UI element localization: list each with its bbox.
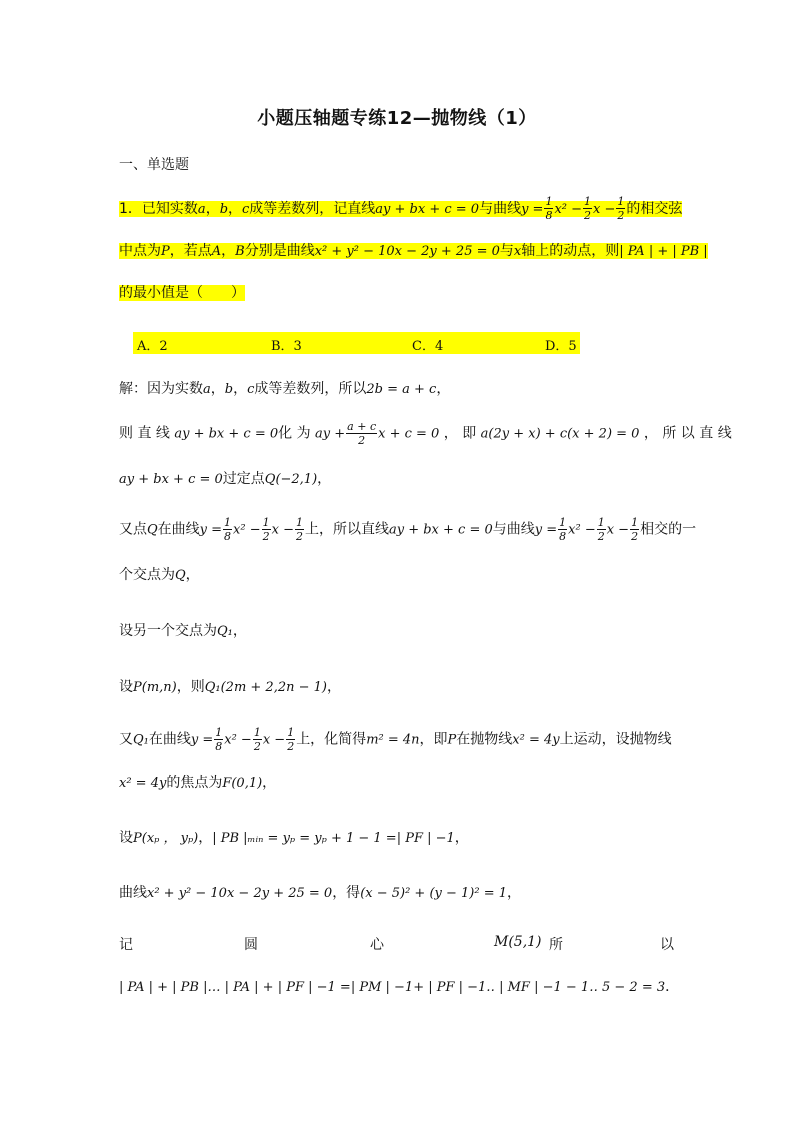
fraction: $\frac{1}{2}$ bbox=[295, 516, 303, 543]
option-d: D．5 bbox=[545, 339, 577, 354]
fraction: $\frac{1}{2}$ bbox=[617, 195, 625, 222]
fraction: $\frac{1}{2}$ bbox=[287, 726, 295, 753]
fraction: $\frac{1}{2}$ bbox=[597, 516, 605, 543]
question-line-2 bbox=[119, 238, 708, 264]
question-highlight-3: 的最小值是（ ） bbox=[119, 285, 245, 301]
solution-line-6: 设另一个交点为Q₁， bbox=[119, 623, 247, 639]
fraction: $\frac{a + c}{2}$ bbox=[347, 420, 377, 447]
solution-line-8: 又Q₁在曲线y = $\frac{1}{8}$ x² − $\frac{1}{2}$ x − $\frac{1}{2}$ 上，化简得m² = 4n，即P在抛物线x² = 4y上运动，设抛物线 bbox=[119, 726, 672, 753]
solution-line-7: 设P(m,n)，则Q₁(2m + 2,2n − 1)， bbox=[119, 679, 341, 695]
solution-line-1: 解：因为实数a，b，c成等差数列，所以2b = a + c， bbox=[119, 381, 451, 397]
solution-line-2: 则 直 线 ay + bx + c = 0化 为 ay + $\frac{a + c}{2}$ x + c = 0 ， 即 a(2y + x) + c(x + 2) = 0 ， 所 以 直 线 bbox=[119, 420, 732, 447]
fraction: $\frac{1}{2}$ bbox=[262, 516, 270, 543]
center-point-m: M(5,1) bbox=[494, 934, 542, 950]
fraction: $\frac{1}{8}$ bbox=[545, 195, 553, 222]
option-b: B．3 bbox=[271, 339, 302, 354]
spread-char-3: 心 bbox=[370, 937, 384, 953]
spread-char-2: 圆 bbox=[244, 937, 258, 953]
answer-options bbox=[133, 332, 580, 354]
solution-line-3: ay + bx + c = 0过定点Q(−2,1)， bbox=[119, 471, 332, 487]
question-highlight-1: 1．已知实数a，b，c成等差数列，记直线ay + bx + c = 0与曲线y = $\frac{1}{8}$ x² − $\frac{1}{2}$ x − $\frac{1}{2}$ 的相交弦 bbox=[119, 195, 683, 222]
fraction: $\frac{1}{2}$ bbox=[584, 195, 592, 222]
solution-line-5: 个交点为Q， bbox=[119, 567, 200, 583]
solution-line-13: | PA | + | PB |… | PA | + | PF | −1 =| PM | −1+ | PF | −1‥ | MF | −1 − 1‥ 5 − 2 = 3． bbox=[119, 979, 680, 995]
fraction: $\frac{1}{2}$ bbox=[631, 516, 639, 543]
solution-line-4: 又点Q在曲线y = $\frac{1}{8}$ x² − $\frac{1}{2}$ x − $\frac{1}{2}$ 上，所以直线ay + bx + c = 0与曲线y = $\frac{1}{8}$ x² − $\frac{1}{2}$ x − $\frac{1}{2}$ 相交的一 bbox=[119, 516, 697, 543]
question-line-3 bbox=[119, 280, 245, 306]
spread-char-4: 所 bbox=[549, 937, 563, 953]
solution-line-11: 曲线x² + y² − 10x − 2y + 25 = 0，得(x − 5)² + (y − 1)² = 1， bbox=[119, 885, 522, 901]
option-c: C．4 bbox=[412, 339, 444, 354]
fraction: $\frac{1}{8}$ bbox=[224, 516, 232, 543]
question-highlight-2: 中点为P，若点A，B分别是曲线x² + y² − 10x − 2y + 25 = 0与x轴上的动点，则| PA | + | PB | bbox=[119, 243, 708, 259]
section-heading: 一、单选题 bbox=[119, 157, 189, 173]
spread-char-1: 记 bbox=[119, 937, 133, 953]
spread-char-5: 以 bbox=[660, 937, 674, 953]
fraction: $\frac{1}{8}$ bbox=[559, 516, 567, 543]
solution-line-10: 设P(xₚ ， yₚ)，| PB |ₘᵢₙ = yₚ = yₚ + 1 − 1 =| PF | −1， bbox=[119, 830, 469, 846]
solution-line-9: x² = 4y的焦点为F(0,1)， bbox=[119, 775, 277, 791]
page-title: 小题压轴题专练12—抛物线（1） bbox=[257, 108, 537, 129]
option-a: A．2 bbox=[137, 339, 168, 354]
question-line-1 bbox=[119, 195, 682, 221]
fraction: $\frac{1}{2}$ bbox=[253, 726, 261, 753]
fraction: $\frac{1}{8}$ bbox=[215, 726, 223, 753]
